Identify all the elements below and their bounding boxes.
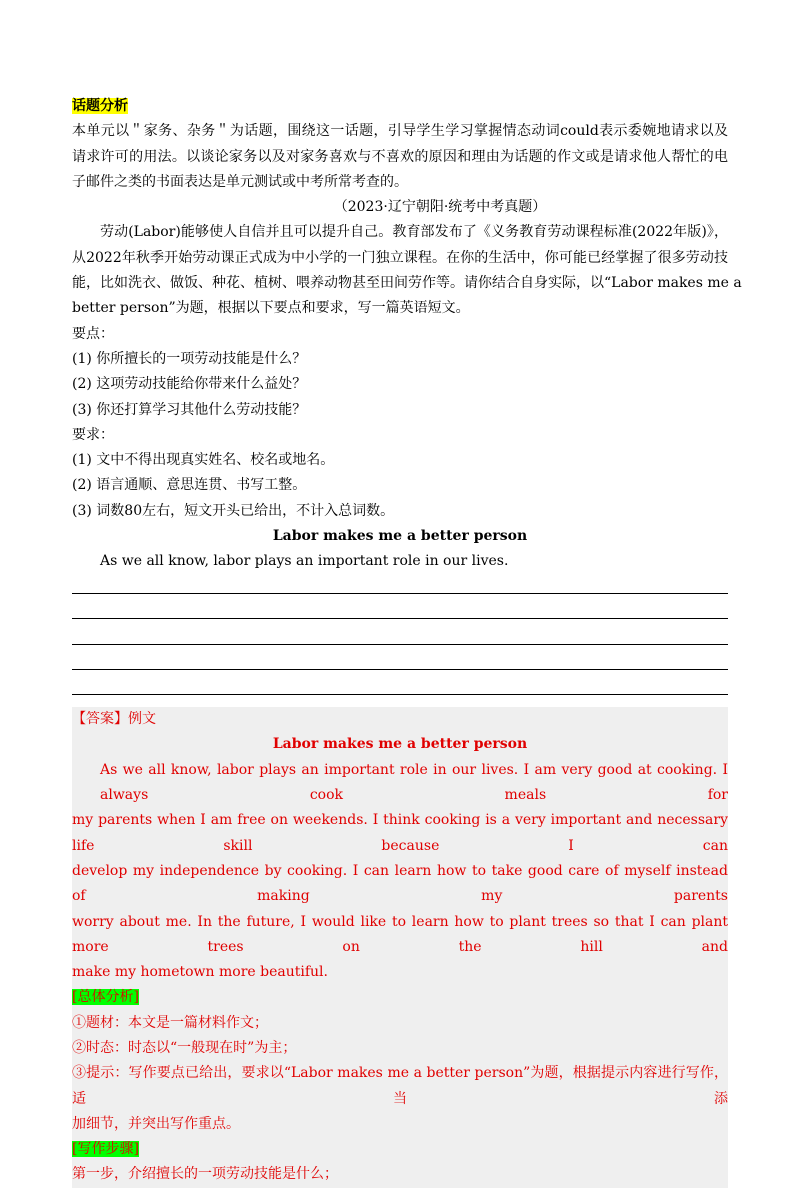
topic-para-line: 子邮件之类的书面表达是单元测试或中考所常考查的。 [72,173,408,190]
writing-line[interactable] [72,625,728,650]
step-item: 第一步，介绍擅长的一项劳动技能是什么； [72,1166,338,1183]
requirement-item: (1) 文中不得出现真实姓名、校名或地名。 [72,452,335,469]
writing-line[interactable] [72,575,728,600]
writing-line[interactable] [72,600,728,625]
prompt-line: better person”为题，根据以下要点和要求，写一篇英语短文。 [72,300,470,317]
answer-line: make my hometown more beautiful. [72,964,328,981]
prompt-line: 劳动(Labor)能够使人自信并且可以提升自己。教育部发布了《义务教育劳动课程标准(2022年版)》， [100,224,728,241]
analysis-item: ②时态：时态以“一般现在时”为主； [72,1039,297,1056]
analysis-item: ①题材：本文是一篇材料作文； [72,1014,268,1031]
topic-para-line: 请求许可的用法。以谈论家务以及对家务喜欢与不喜欢的原因和理由为话题的作文或是请求他人帮忙的电 [72,148,728,165]
answer-line: worry about me. In the future, I would like to learn how to plant trees so that I can plant more trees on the hill and [72,913,728,955]
answer-line: develop my independence by cooking. I can learn how to take good care of myself instead of making my parents [72,862,728,905]
requirements-title: 要求： [72,426,114,443]
essay-start: As we all know, labor plays an important role in our lives. [100,553,509,570]
essay-title: Labor makes me a better person [272,528,528,545]
writing-line[interactable] [72,651,728,676]
answer-line: As we all know, labor plays an important role in our lives. I am very good at cooking. I always cook meals for [100,761,728,804]
prompt-line: 从2022年秋季开始劳动课正式成为中小学的一门独立课程。在你的生活中，你可能已经掌握了很多劳动技 [72,249,728,266]
points-title: 要点： [72,325,114,342]
point-item: (2) 这项劳动技能给你带来什么益处？ [72,376,307,393]
answer-line: my parents when I am free on weekends. I think cooking is a very important and necessary life skill because I can [72,812,728,854]
topic-para-line: 本单元以＂家务、杂务＂为话题，围绕这一话题，引导学生学习掌握情态动词could表示委婉地请求以及 [72,123,728,140]
topic-heading: 话题分析 [72,98,128,114]
analysis-label: [总体分析] [72,989,139,1006]
requirement-item: (2) 语言通顺、意思连贯、书写工整。 [72,477,307,494]
document-content [72,94,742,1188]
steps-label: [写作步骤] [72,1141,139,1158]
analysis-item: ③提示：写作要点已给出，要求以“Labor makes me a better person”为题，根据提示内容进行写作，适当添 [72,1065,728,1107]
answer-section [72,707,728,1188]
point-item: (1) 你所擅长的一项劳动技能是什么？ [72,350,307,367]
analysis-item: 加细节，并突出写作重点。 [72,1115,240,1132]
point-item: (3) 你还打算学习其他什么劳动技能？ [72,401,307,418]
requirement-item: (3) 词数80左右，短文开头已给出，不计入总词数。 [72,502,395,519]
prompt-line: 能，比如洗衣、做饭、种花、植树、喂养动物甚至田间劳作等。请你结合自身实际，以“Labor makes me a [72,275,742,292]
answer-title: Labor makes me a better person [272,736,528,753]
answer-label: 【答案】例文 [72,711,156,728]
source-note: （2023·辽宁朝阳·统考中考真题） [333,199,547,216]
writing-line[interactable] [72,676,728,701]
